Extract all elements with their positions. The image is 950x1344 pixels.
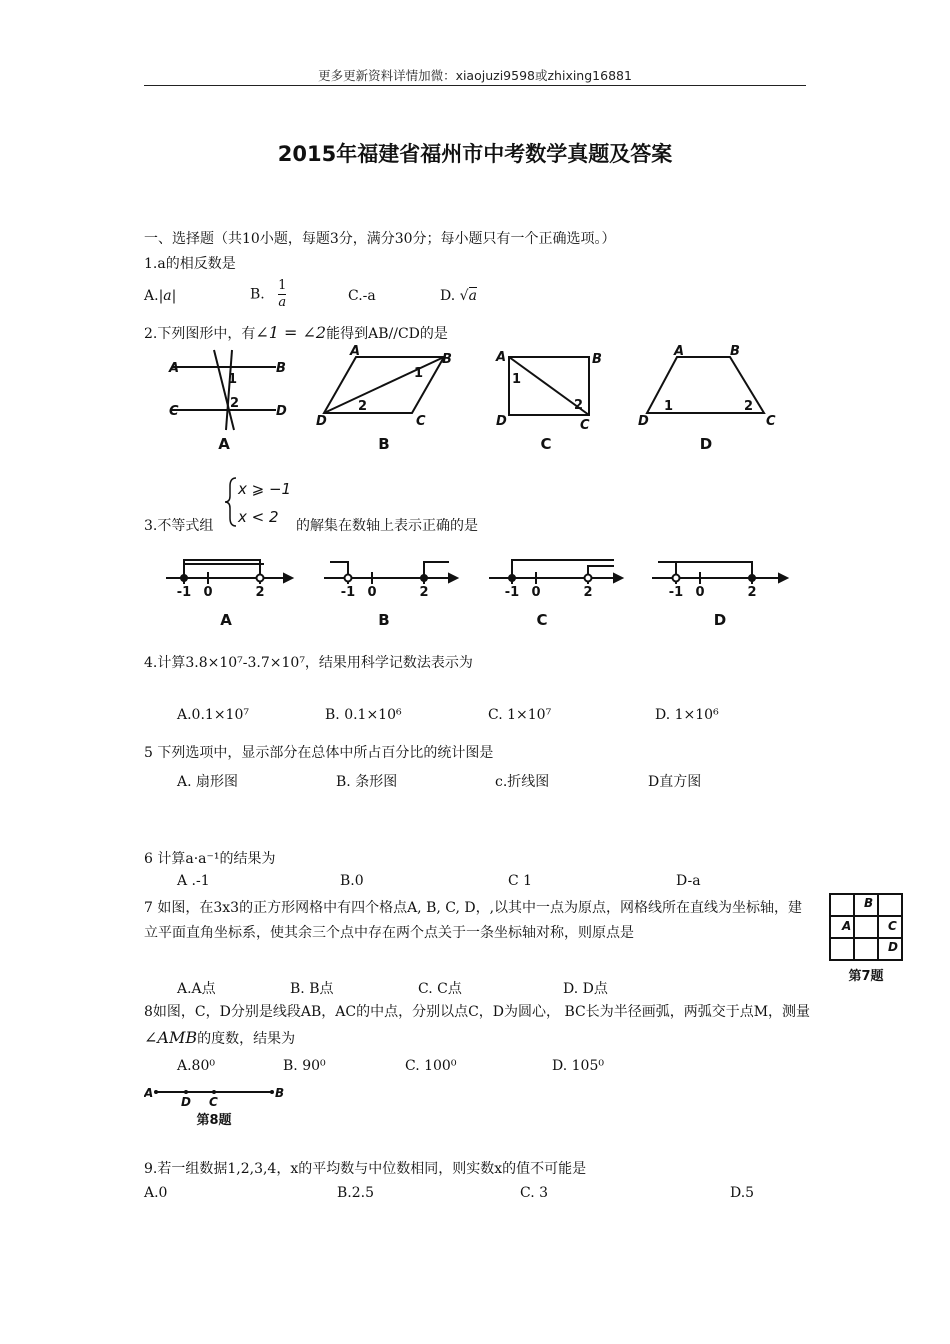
- q3-a-tick-2: 2: [255, 585, 265, 600]
- q7-grid-pt-a: A: [842, 919, 852, 933]
- q8-option-a: A.80⁰: [177, 1058, 215, 1074]
- q1-option-c: C.-a: [348, 288, 376, 304]
- q7-grid-figure: [824, 890, 908, 990]
- q8-caption: 第8题: [196, 1113, 232, 1128]
- q5-option-a: A. 扇形图: [177, 774, 239, 790]
- q2-fig-a-angle-1: 1: [228, 372, 238, 387]
- q2-fig-a-label: A: [218, 435, 230, 453]
- q7-caption: 第7题: [848, 969, 884, 984]
- q2-fig-a-pt-a: A: [169, 361, 180, 376]
- document-title: 2015年福建省福州市中考数学真题及答案: [277, 142, 673, 166]
- q6-option-b: B.0: [340, 873, 364, 889]
- q2-fig-c-label: C: [540, 435, 552, 453]
- q2-fig-b-angle-2: 2: [358, 399, 368, 414]
- q3-stem-pre: 3.不等式组: [144, 518, 214, 534]
- q3-option-b-label: B: [378, 611, 390, 629]
- q2-fig-d-angle-2: 2: [744, 399, 754, 414]
- q9-option-a: A.0: [144, 1185, 168, 1201]
- q8-option-c: C. 100⁰: [405, 1058, 457, 1074]
- q3-c-tick-neg1: -1: [504, 585, 520, 600]
- q2-fig-c-angle-2: 2: [574, 398, 584, 413]
- q8-text: 8如图，C，D分别是线段AB，AC的中点，分别以点C，D为圆心， BC长为半径画弧，两弧交于点M，测量∠AMB的度数，结果为: [144, 1004, 811, 1047]
- q3-ineq-2: x < 2: [238, 508, 279, 526]
- q2-fig-b-pt-d: D: [316, 414, 327, 429]
- q7-text: 7 如图，在3x3的正方形网格中有四个格点A, B, C, D，,以其中一点为原点，网格线所在直线为坐标轴，建立平面直角坐标系，使其余三个点中存在两个点关于一条坐标轴对称，则原点是: [144, 900, 803, 941]
- q2-fig-d-pt-a: A: [674, 345, 685, 359]
- q7-grid-pt-d: D: [888, 940, 898, 954]
- q3-d-tick-0: 0: [695, 585, 705, 600]
- q2-fig-c-angle-1: 1: [512, 372, 522, 387]
- q8-segment-figure: [144, 1082, 294, 1132]
- q1-option-d: D. √a: [440, 288, 477, 304]
- q3-c-tick-2: 2: [583, 585, 593, 600]
- q2-fig-b-angle-1: 1: [414, 366, 424, 381]
- q3-c-tick-0: 0: [531, 585, 541, 600]
- q8-seg-pt-c: C: [209, 1095, 218, 1109]
- q2-fig-d-label: D: [699, 435, 713, 453]
- q2-fig-d-pt-d: D: [638, 414, 649, 429]
- header-rule: [144, 85, 806, 86]
- q5-option-c: c.折线图: [495, 774, 550, 790]
- q1-option-b: B. $\frac{1}{a}$: [250, 278, 287, 310]
- q3-inequality-system: [222, 472, 294, 532]
- q3-stem-post: 的解集在数轴上表示正确的是: [296, 518, 478, 534]
- q3-ineq-1: x ⩾ −1: [238, 480, 292, 498]
- page-header: 更多更新资料详情加微：xiaojuzi9598或zhixing16881: [318, 68, 632, 83]
- q4-option-c: C. 1×10⁷: [488, 707, 552, 723]
- q3-a-tick-neg1: -1: [176, 585, 192, 600]
- q5-option-b: B. 条形图: [336, 774, 398, 790]
- q3-number-lines: [144, 548, 804, 633]
- q7-option-d: D. D点: [563, 981, 608, 997]
- section-heading: 一、选择题（共10小题，每题3分，满分30分；每小题只有一个正确选项。）: [144, 231, 616, 247]
- q2-fig-b-pt-b: B: [442, 352, 452, 367]
- q3-b-tick-2: 2: [419, 585, 429, 600]
- q6-option-c: C 1: [508, 873, 533, 889]
- q9-option-c: C. 3: [520, 1185, 549, 1201]
- q3-d-tick-2: 2: [747, 585, 757, 600]
- q2-fig-c-pt-a: A: [496, 350, 507, 365]
- q1-stem: 1.a的相反数是: [144, 256, 236, 272]
- q3-d-tick-neg1: -1: [668, 585, 684, 600]
- q2-fig-c-pt-c: C: [580, 418, 590, 433]
- q4-option-a: A.0.1×10⁷: [177, 707, 249, 723]
- q4-option-d: D. 1×10⁶: [655, 707, 719, 723]
- q2-fig-c-pt-d: D: [496, 414, 507, 429]
- q9-stem: 9.若一组数据1,2,3,4，x的平均数与中位数相同，则实数x的值不可能是: [144, 1161, 587, 1177]
- q6-option-a: A .-1: [177, 873, 210, 889]
- q2-fig-a-pt-d: D: [276, 404, 287, 419]
- q2-figures: [144, 345, 804, 455]
- q6-stem: 6 计算a·a⁻¹的结果为: [144, 851, 276, 867]
- q8-seg-pt-a: A: [144, 1086, 154, 1100]
- q3-b-tick-neg1: -1: [340, 585, 356, 600]
- q7-option-c: C. C点: [418, 981, 462, 997]
- q2-fig-b-label: B: [378, 435, 390, 453]
- q8-seg-pt-d: D: [181, 1095, 191, 1109]
- q2-stem: 2.下列图形中，有∠1 = ∠2能得到AB//CD的是: [144, 323, 448, 342]
- q2-fig-a-pt-c: C: [169, 404, 179, 419]
- q8-seg-pt-b: B: [275, 1086, 285, 1100]
- q3-option-d-label: D: [713, 611, 727, 629]
- q2-fig-b-pt-a: A: [350, 345, 361, 359]
- q7-grid-pt-c: C: [888, 919, 897, 933]
- q2-fig-b-pt-c: C: [416, 414, 426, 429]
- q7-option-b: B. B点: [290, 981, 334, 997]
- q9-option-b: B.2.5: [337, 1185, 375, 1201]
- q7-grid-pt-b: B: [864, 896, 874, 910]
- q1-option-a: A.|a|: [144, 288, 177, 304]
- q5-stem: 5 下列选项中，显示部分在总体中所占百分比的统计图是: [144, 745, 494, 761]
- q4-stem: 4.计算3.8×10⁷-3.7×10⁷，结果用科学记数法表示为: [144, 655, 473, 671]
- q2-fig-d-pt-c: C: [766, 414, 776, 429]
- q3-option-a-label: A: [220, 611, 232, 629]
- q3-b-tick-0: 0: [367, 585, 377, 600]
- q8-option-d: D. 105⁰: [552, 1058, 604, 1074]
- q2-fig-c-pt-b: B: [592, 352, 602, 367]
- q4-option-b: B. 0.1×10⁶: [325, 707, 402, 723]
- q3-option-c-label: C: [536, 611, 548, 629]
- q2-fig-a-angle-2: 2: [230, 396, 240, 411]
- q8-option-b: B. 90⁰: [283, 1058, 326, 1074]
- q3-a-tick-0: 0: [203, 585, 213, 600]
- q6-option-d: D-a: [676, 873, 701, 889]
- q9-option-d: D.5: [730, 1185, 755, 1201]
- q2-fig-d-pt-b: B: [730, 345, 740, 359]
- q7-option-a: A.A点: [177, 981, 216, 997]
- q5-option-d: D直方图: [648, 774, 702, 790]
- q2-fig-a-pt-b: B: [276, 361, 286, 376]
- q2-fig-d-angle-1: 1: [664, 399, 674, 414]
